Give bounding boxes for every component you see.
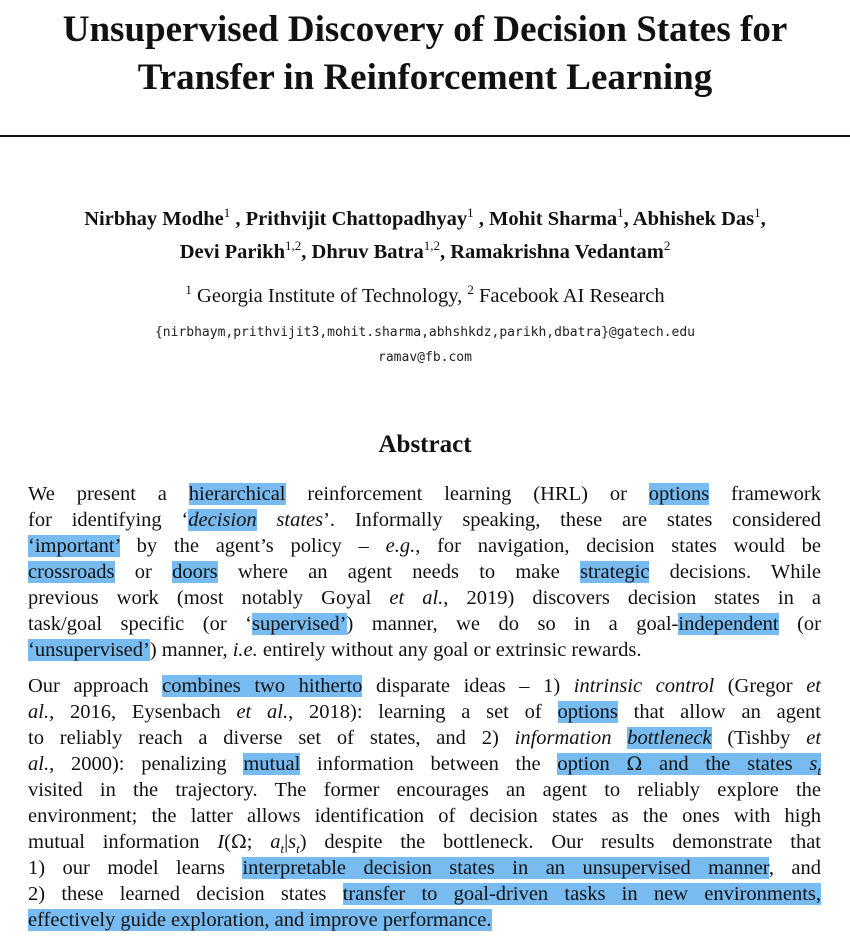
author-emails <box>0 320 850 370</box>
text-highlight[interactable]: independent <box>678 613 779 635</box>
title-line-2: Transfer in Reinforcement Learning <box>137 57 713 98</box>
author-affiliation-mark: 1 <box>754 205 761 220</box>
author-name: Mohit Sharma <box>489 208 618 230</box>
text-line: 2) these learned decision states transfer to goal-driven tasks in new environments, <box>28 883 821 905</box>
text-highlight[interactable]: combines two hitherto <box>162 675 363 697</box>
text-line: previous work (most notably Goyal et al., 2019) discovers decision states in a <box>28 587 821 609</box>
text-highlight[interactable]: hierarchical <box>188 483 286 505</box>
text-line: for identifying ‘decision states’. Informally speaking, these are states considered <box>28 509 821 531</box>
text-line: crossroads or doors where an agent needs to make strategic decisions. While <box>28 561 822 583</box>
text-highlight[interactable]: options <box>648 483 710 505</box>
affiliation-mark: 1 <box>185 282 192 297</box>
author-affiliation-mark: 1,2 <box>423 238 440 253</box>
text-line: Our approach combines two hitherto disparate ideas – 1) intrinsic control (Gregor et <box>28 675 821 697</box>
author-name: Nirbhay Modhe <box>84 208 224 230</box>
text-line: mutual information I(Ω; $a_t|s_t$) despite the bottleneck. Our results demonstrate that <box>28 831 821 857</box>
affiliation-name: Facebook AI Research <box>479 285 665 307</box>
affiliation-mark: 2 <box>467 282 474 297</box>
text-highlight[interactable]: options <box>557 701 618 723</box>
author-affiliation-mark: 1,2 <box>285 238 302 253</box>
title-rule <box>0 135 850 137</box>
author-name: Devi Parikh <box>179 241 286 263</box>
text-line: environment; the latter allows identification of decision states as the ones with high <box>28 805 821 827</box>
title-line-1: Unsupervised Discovery of Decision States for <box>62 9 788 50</box>
text-highlight[interactable]: effectively guide exploration, and improve performance. <box>28 909 492 931</box>
text-highlight[interactable]: doors <box>172 561 218 583</box>
text-highlight[interactable]: mutual <box>243 753 301 775</box>
author-affiliation-mark: 1 <box>467 205 474 220</box>
text-highlight[interactable]: crossroads <box>28 561 115 583</box>
text-line: visited in the trajectory. The former encourages an agent to reliably explore the <box>28 779 821 801</box>
text-highlight[interactable]: ‘important’ <box>28 535 120 557</box>
text-highlight[interactable]: ‘unsupervised’ <box>28 639 150 661</box>
author-list: Nirbhay Modhe$^1$ , Prithvijit Chattopadhyay$^1$ , Mohit Sharma$^1$, Abhishek Das$^1$, Devi Parikh$^{1,2}$, Dhruv Batra$^{1,2}$, Ramakrishna Vedantam$^2$ <box>84 205 766 263</box>
text-highlight[interactable]: bottleneck <box>627 727 712 749</box>
text-line: to reliably reach a diverse set of states, and 2) information bottleneck (Tishby et <box>28 727 822 749</box>
text-highlight[interactable]: interpretable decision states in an unsupervised manner <box>242 857 769 879</box>
author-name: Abhishek Das <box>632 208 755 230</box>
email-line: ramav@fb.com <box>378 350 472 365</box>
text-highlight[interactable]: transfer to goal-driven tasks in new environments, <box>342 883 821 905</box>
abstract-paragraph-1 <box>28 481 821 663</box>
abstract-paragraph-2 <box>28 673 821 933</box>
email-line: {nirbhaym,prithvijit3,mohit.sharma,abhshkdz,parikh,dbatra}@gatech.edu <box>154 325 696 340</box>
text-line: 1) our model learns interpretable decision states in an unsupervised manner, and <box>28 857 822 879</box>
text-highlight[interactable]: decision <box>188 509 257 531</box>
paper-title <box>0 6 850 102</box>
abstract-heading: Abstract <box>378 431 472 458</box>
affiliations: $^1$ Georgia Institute of Technology, $^2$ Facebook AI Research <box>185 282 665 307</box>
author-affiliation-mark: 1 <box>223 205 231 220</box>
text-highlight[interactable]: strategic <box>579 561 650 583</box>
text-line: al., 2000): penalizing mutual information between the option Ω and the states $s_t$ <box>28 753 821 779</box>
author-name: Ramakrishna Vedantam <box>450 241 664 263</box>
author-name: Prithvijit Chattopadhyay <box>245 208 468 230</box>
text-line: We present a hierarchical reinforcement learning (HRL) or options framework <box>28 483 821 505</box>
author-affiliation-mark: 1 <box>617 205 624 220</box>
text-line <box>28 907 821 933</box>
text-line: al., 2016, Eysenbach et al., 2018): learning a set of options that allow an agent <box>28 701 821 723</box>
affiliation-name: Georgia Institute of Technology <box>197 285 458 307</box>
text-highlight[interactable]: option Ω and the states $s_t$ <box>557 753 821 779</box>
text-line: task/goal specific (or ‘supervised’) manner, we do so in a goal-independent (or <box>28 613 821 635</box>
author-affiliation-mark: 2 <box>663 238 671 253</box>
text-highlight[interactable]: supervised’ <box>251 613 347 635</box>
text-line: ‘unsupervised’) manner, i.e. entirely without any goal or extrinsic rewards. <box>28 639 642 661</box>
text-line: ‘important’ by the agent’s policy – e.g., for navigation, decision states would be <box>28 535 821 557</box>
author-name: Dhruv Batra <box>311 241 424 263</box>
